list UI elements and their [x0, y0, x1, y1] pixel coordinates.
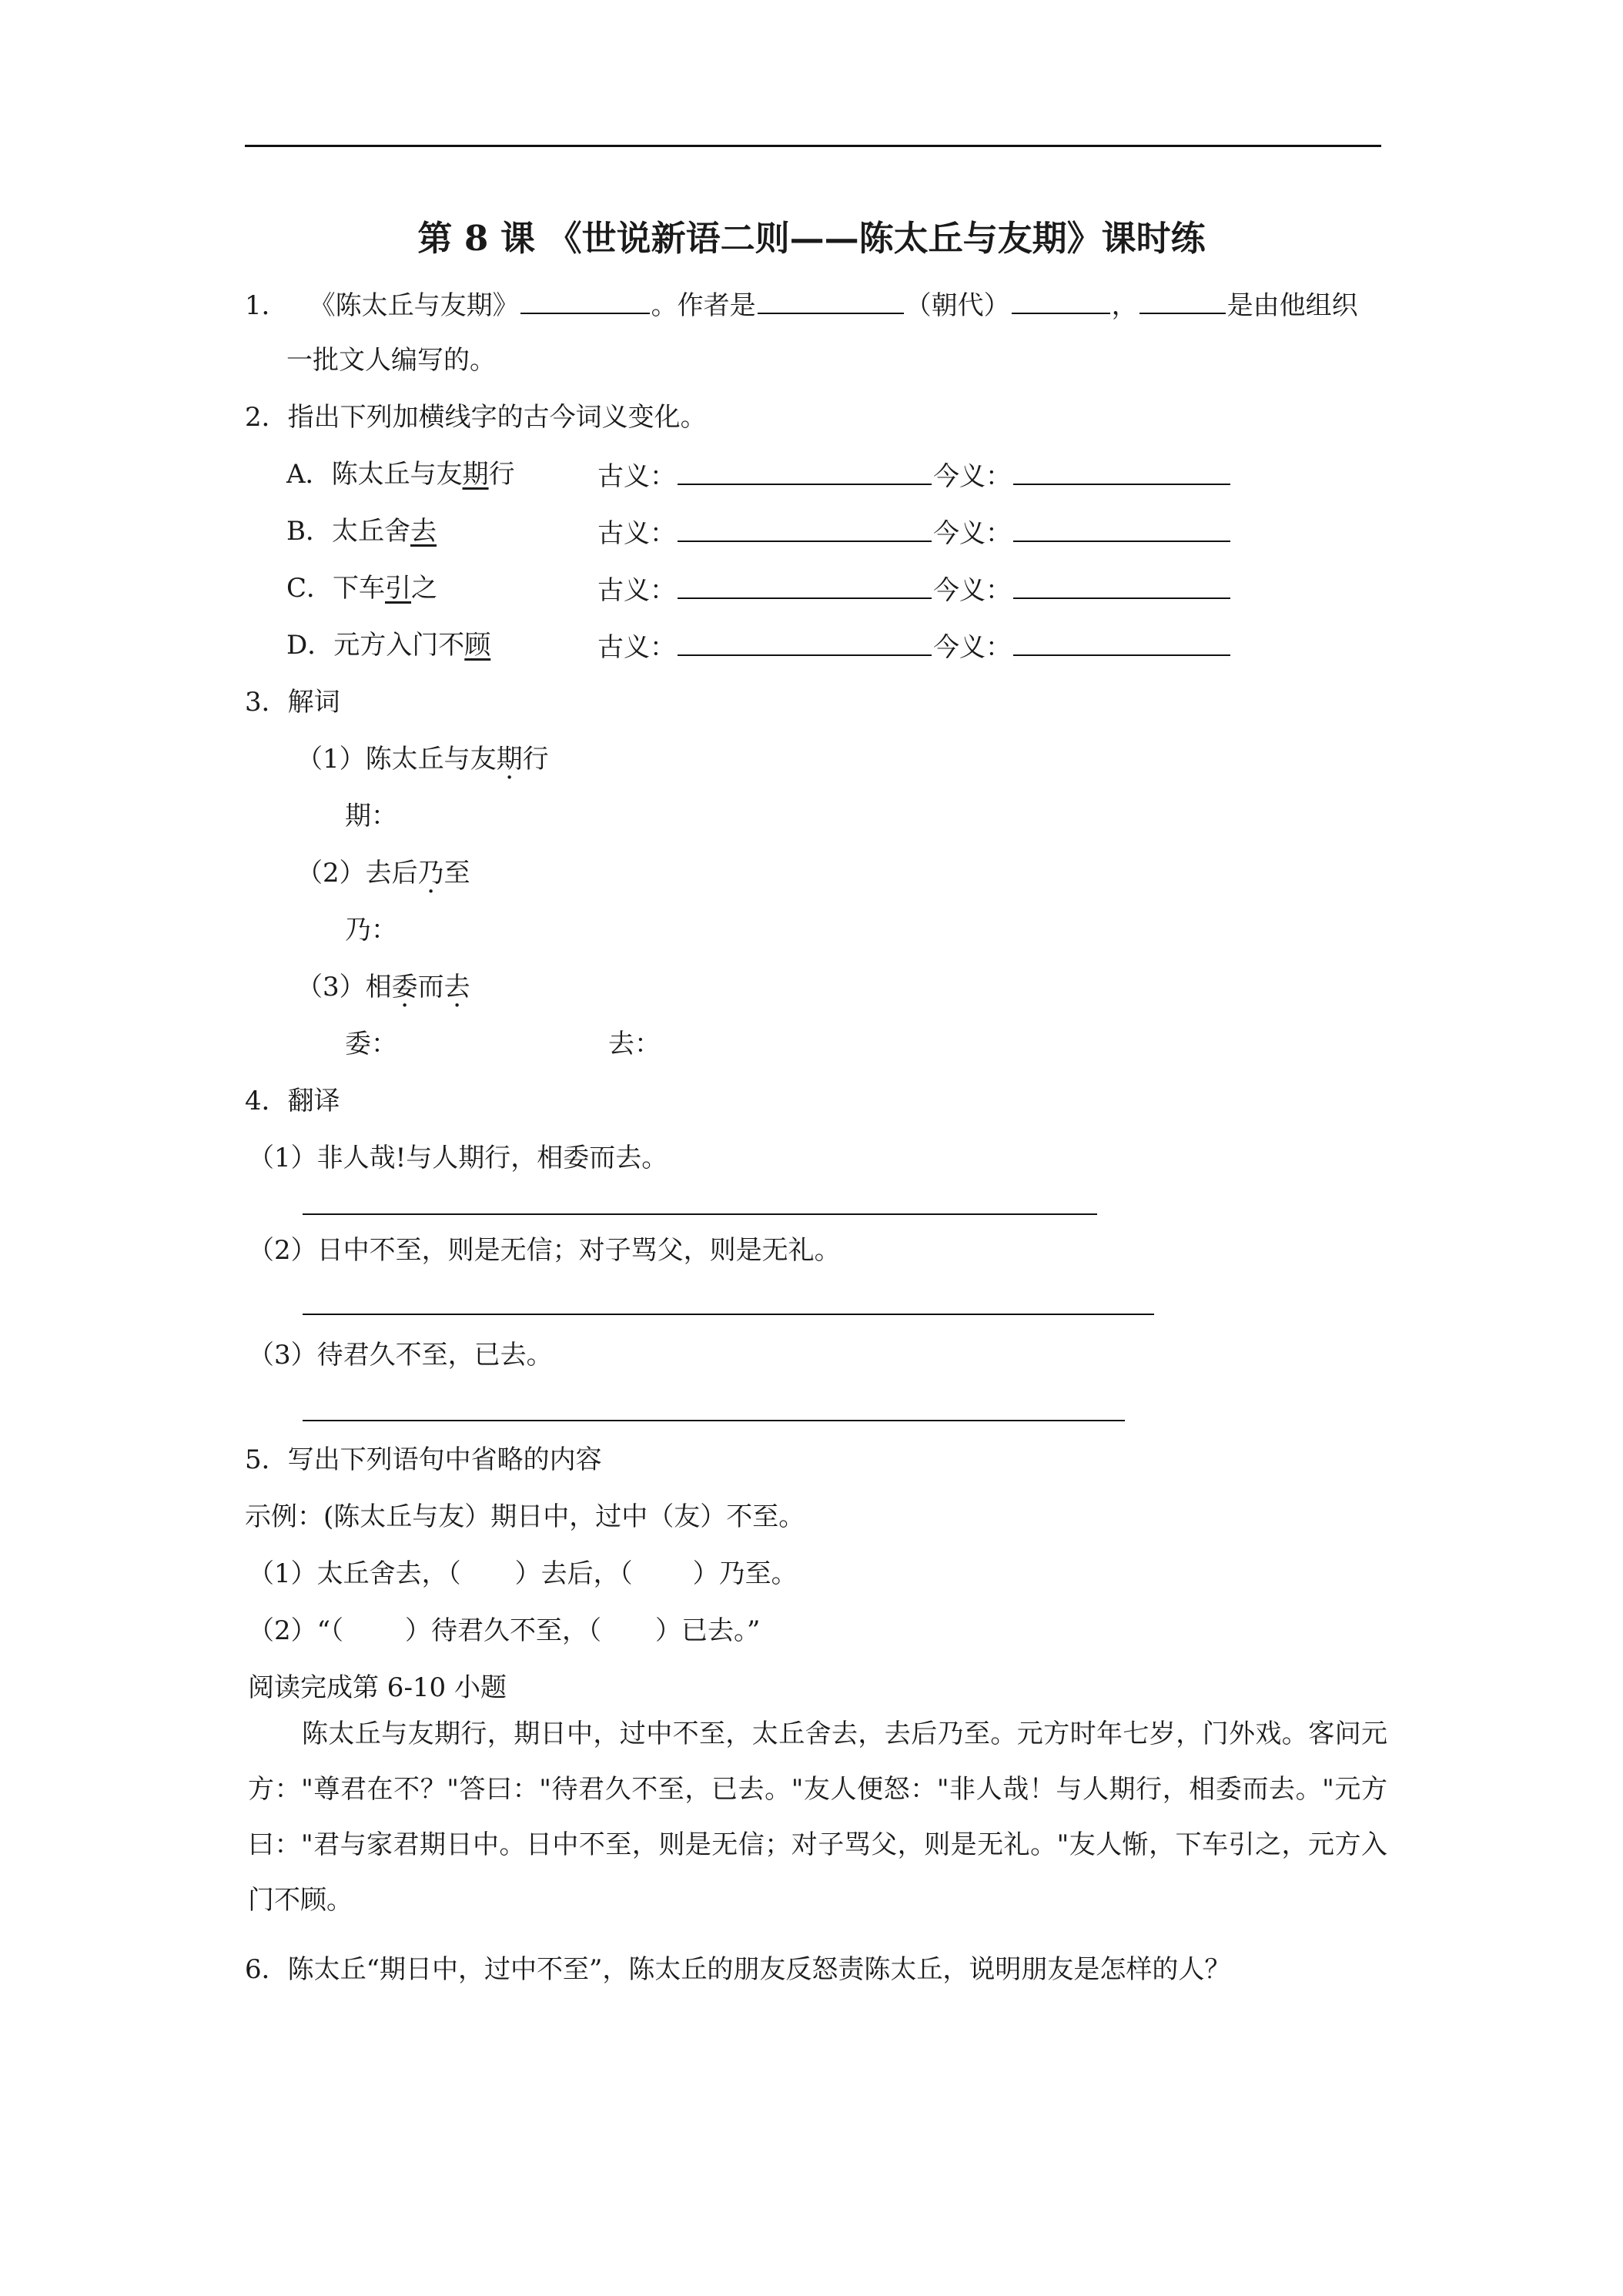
q5-line-1: （1）太丘舍去，（ ）去后，（ ）乃至。 [248, 1558, 798, 1589]
q2-d-old-blank[interactable] [678, 628, 932, 656]
q4-sentence-2: （2）日中不至，则是无信；对子骂父，则是无礼。 [248, 1235, 841, 1266]
q2-c-answer: 古义： 今义： [597, 571, 1232, 607]
q4-answer-line-3[interactable] [303, 1420, 1125, 1421]
q2-item-d: D．元方入门不顾 [286, 630, 491, 661]
question-4-heading: 4．翻译 [245, 1086, 340, 1116]
question-1: 1． 《陈太丘与友期》 。作者是 （朝代） ， 是由他组织 [245, 286, 1358, 323]
question-5-heading: 5．写出下列语句中省略的内容 [245, 1444, 602, 1475]
q1-blank-genre[interactable] [520, 286, 650, 314]
q5-line-2: （2）“（ ）待君久不至，（ ）已去。” [248, 1615, 761, 1646]
q2-a-old-blank[interactable] [678, 457, 932, 485]
q4-answer-line-1[interactable] [303, 1213, 1097, 1215]
page-title: 第 8 课 《世说新语二则——陈太丘与友期》课时练 [417, 218, 1206, 259]
q2-a-new-blank[interactable] [1013, 457, 1230, 485]
q2-c-old-blank[interactable] [678, 571, 932, 599]
q3-sentence-3: （3）相委而去 [296, 972, 470, 1002]
q2-b-answer: 古义： 今义： [597, 514, 1232, 551]
q2-b-new-blank[interactable] [1013, 514, 1230, 542]
q3-term-3b: 去： [608, 1029, 661, 1059]
q1-blank-author[interactable] [758, 286, 904, 314]
q4-sentence-3: （3）待君久不至，已去。 [248, 1340, 553, 1371]
q2-c-new-blank[interactable] [1013, 571, 1230, 599]
question-2-heading: 2．指出下列加横线字的古今词义变化。 [245, 402, 707, 433]
q1-blank-book[interactable] [1139, 286, 1226, 314]
q2-d-new-blank[interactable] [1013, 628, 1230, 656]
q3-term-1: 期： [345, 801, 397, 832]
q3-sentence-1: （1）陈太丘与友期行 [296, 744, 549, 775]
header-rule [245, 145, 1381, 147]
q2-item-c: C．下车引之 [286, 573, 438, 604]
q3-sentence-2: （2）去后乃至 [296, 858, 470, 889]
q5-example: 示例：(陈太丘与友）期日中，过中（友）不至。 [245, 1501, 805, 1532]
q1-work: 《陈太丘与友期》 [309, 290, 519, 321]
q3-term-2: 乃： [345, 915, 397, 946]
q2-b-old-blank[interactable] [678, 514, 932, 542]
question-1-continued: 一批文人编写的。 [286, 345, 496, 376]
reading-intro: 阅读完成第 6-10 小题 [248, 1672, 507, 1703]
reading-passage: 陈太丘与友期行，期日中，过中不至，太丘舍去，去后乃至。元方时年七岁，门外戏。客问元方："尊君在不？"答曰："待君久不至，已去。"友人便怒："非人哉！与人期行，相委而去。"元方曰："君与家君期日中。日中不至，则是无信；对子骂父，则是无礼。"友人惭，下车引之，元方入门不顾。 [248, 1719, 1387, 1916]
q4-answer-line-2[interactable] [303, 1314, 1154, 1315]
q3-term-3a: 委： [345, 1029, 397, 1059]
q2-item-a: A．陈太丘与友期行 [286, 459, 515, 490]
q2-d-answer: 古义： 今义： [597, 628, 1232, 664]
q4-sentence-1: （1）非人哉!与人期行，相委而去。 [248, 1143, 668, 1173]
q1-blank-dynasty[interactable] [1012, 286, 1110, 314]
question-6: 6．陈太丘“期日中，过中不至”，陈太丘的朋友反怒责陈太丘，说明朋友是怎样的人？ [245, 1954, 1231, 1985]
q2-a-answer: 古义： 今义： [597, 457, 1232, 494]
question-3-heading: 3．解词 [245, 687, 340, 718]
q2-item-b: B．太丘舍去 [286, 516, 437, 547]
